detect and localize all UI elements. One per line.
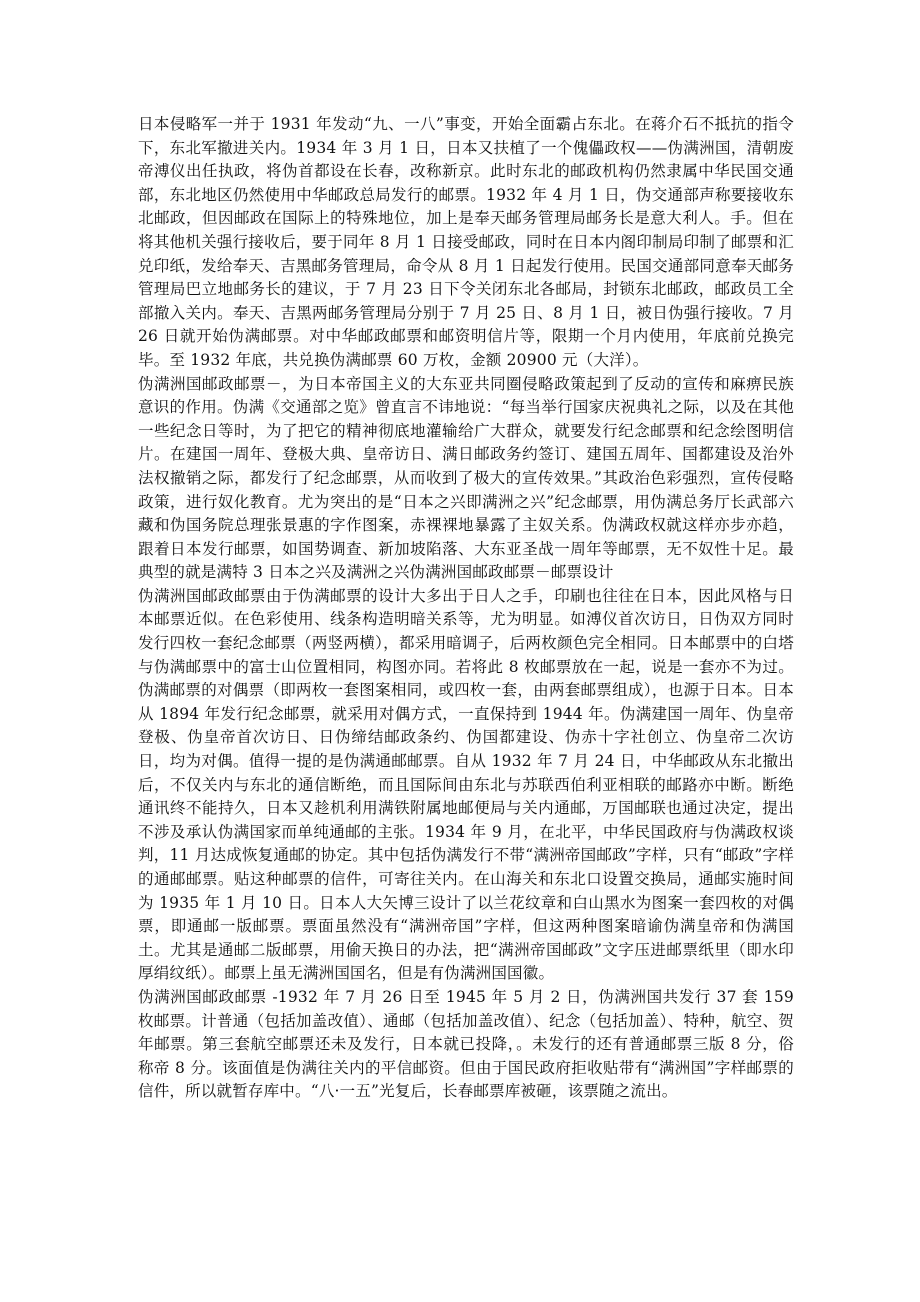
paragraph-issue-summary: 伪满洲国邮政邮票 -1932 年 7 月 26 日至 1945 年 5 月 2 日，伪满洲国共发行 37 套 159 枚邮票。计普通（包括加盖改值）、通邮（包括加盖改值）、纪念（包括加盖）、特种，航空、贺年邮票。第三套航空邮票还未及发行，日本就已投降，。未发行的还有普通邮票三版 8 分，俗称帝 8 分。该面值是伪满往关内的平信邮资。但由于国民政府拒收贴带有“满洲国”字样邮票的信件，所以就暂存库中。“八·一五”光复后，长春邮票库被砸，该票随之流出。 [138, 987, 794, 1101]
paragraph-japanese-invasion: 日本侵略军一并于 1931 年发动“九、一八”事变，开始全面霸占东北。在蒋介石不抵抗的指令下，东北军撤进关内。1934 年 3 月 1 日，日本又扶植了一个傀儡政权——伪满洲国，清朝废帝溥仪出任执政，将伪首都设在长春，改称新京。此时东北的邮政机构仍然隶属中华民国交通部，东北地区仍然使用中华邮政总局发行的邮票。1932 年 4 月 1 日，伪交通部声称要接收东北邮政，但因邮政在国际上的特殊地位，加上是奉天邮务管理局邮务长是意大利人。手。但在将其他机关强行接收后，要于同年 8 月 1 日接受邮政，同时在日本内阁印制局印制了邮票和汇兑印纸，发给奉天、吉黑邮务管理局，命令从 8 月 1 日起发行使用。民国交通部同意奉天邮务管理局巴立地邮务长的建议，于 7 月 23 日下令关闭东北各邮局，封锁东北邮政，邮政员工全部撤入关内。奉天、吉黑两邮务管理局分别于 7 月 25 日、8 月 1 日，被日伪强行接收。7 月 26 日就开始伪满邮票。对中华邮政邮票和邮资明信片等，限期一个月内使用，年底前兑换完毕。至 1932 年底，共兑换伪满邮票 60 万枚，金额 20900 元（大洋）。 [138, 115, 794, 369]
document-body [138, 113, 794, 1104]
paragraph-stamp-design: 伪满洲国邮政邮票由于伪满邮票的设计大多出于日人之手，印刷也往往在日本，因此风格与日本邮票近似。在色彩使用、线条构造明暗关系等，尤为明显。如溥仪首次访日，日伪双方同时发行四枚一套纪念邮票（两竖两横），都采用暗调子，后两枚颜色完全相同。日本邮票中的白塔与伪满邮票中的富士山位置相同，构图亦同。若将此 8 枚邮票放在一起，说是一套亦不为过。伪满邮票的对偶票（即两枚一套图案相同，或四枚一套，由两套邮票组成），也源于日本。日本从 1894 年发行纪念邮票，就采用对偶方式，一直保持到 1944 年。伪满建国一周年、伪皇帝登极、伪皇帝首次访日、日伪缔结邮政条约、伪国都建设、伪赤十字社创立、伪皇帝二次访日，均为对偶。值得一提的是伪满通邮邮票。自从 1932 年 7 月 24 日，中华邮政从东北撤出后，不仅关内与东北的通信断绝，而且国际间由东北与苏联西伯利亚相联的邮路亦中断。断绝通讯终不能持久，日本又趁机利用满铁附属地邮便局与关内通邮，万国邮联也通过决定，提出不涉及承认伪满国家而单纯通邮的主张。1934 年 9 月，在北平，中华民国政府与伪满政权谈判，11 月达成恢复通邮的协定。其中包括伪满发行不带“满洲帝国邮政”字样，只有“邮政”字样的通邮邮票。贴这种邮票的信件，可寄往关内。在山海关和东北口设置交换局，通邮实施时间为 1935 年 1 月 10 日。日本人大矢博三设计了以兰花纹章和白山黑水为图案一套四枚的对偶票，即通邮一版邮票。票面虽然没有“满洲帝国”字样，但这两种图案暗谕伪满皇帝和伪满国土。尤其是通邮二版邮票，用偷天换日的办法，把“满洲帝国邮政”文字压进邮票纸里（即水印厚绢纹纸）。邮票上虽无满洲国国名，但是有伪满洲国国徽。 [138, 586, 794, 983]
paragraph-propaganda-stamps: 伪满洲国邮政邮票－，为日本帝国主义的大东亚共同圈侵略政策起到了反动的宣传和麻痹民族意识的作用。伪满《交通部之览》曾直言不讳地说：“每当举行国家庆祝典礼之际，以及在其他一些纪念日等时，为了把它的精神彻底地灌输给广大群众，就要发行纪念邮票和纪念绘图明信片。在建国一周年、登极大典、皇帝访日、满日邮政务约签订、建国五周年、国都建设及治外法权撤销之际，都发行了纪念邮票，从而收到了极大的宣传效果。”其政治色彩强烈，宣传侵略政策，进行奴化教育。尤为突出的是“日本之兴即满洲之兴”纪念邮票，用伪满总务厅长武部六藏和伪国务院总理张景惠的字作图案，赤裸裸地暴露了主奴关系。伪满政权就这样亦步亦趋，跟着日本发行邮票，如国势调查、新加坡陷落、大东亚圣战一周年等邮票，无不奴性十足。最典型的就是满特 3 日本之兴及满洲之兴伪满洲国邮政邮票－邮票设计 [138, 374, 794, 582]
